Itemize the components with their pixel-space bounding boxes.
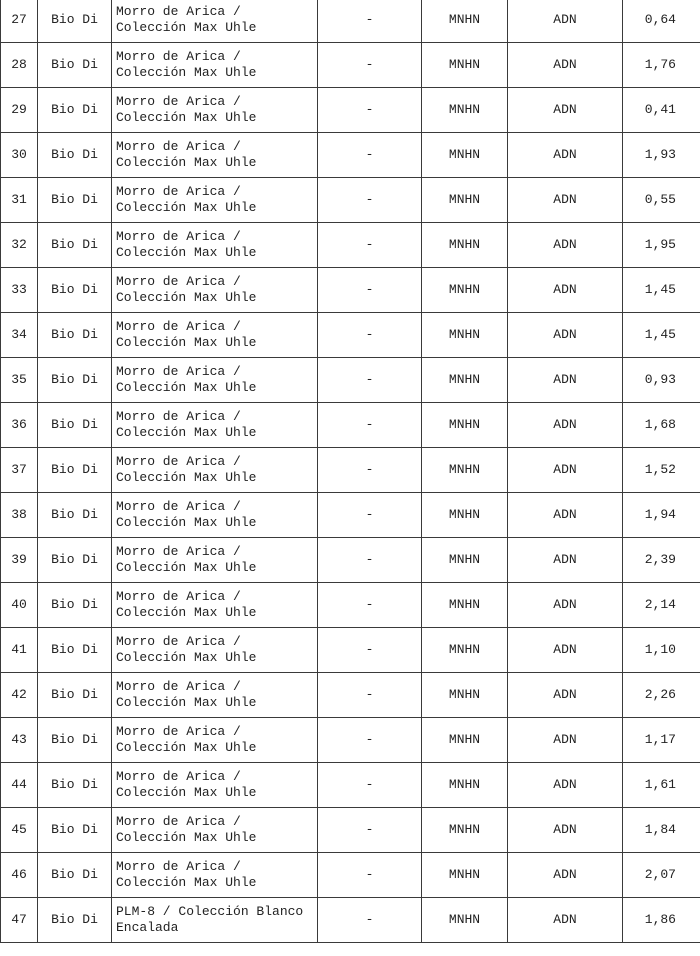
- table-row: [1, 808, 700, 853]
- institution-cell: MNHN: [422, 808, 508, 853]
- sample-name-cell: Bio Di: [38, 88, 112, 133]
- table-row: [1, 493, 700, 538]
- row-number-cell: 46: [1, 853, 38, 898]
- sample-name-cell: Bio Di: [38, 898, 112, 943]
- site-line-1: Morro de Arica /: [116, 229, 241, 244]
- analysis-type-cell: ADN: [508, 268, 623, 313]
- sample-name-cell: Bio Di: [38, 493, 112, 538]
- row-number-cell: 32: [1, 223, 38, 268]
- site-collection-cell: [112, 313, 318, 358]
- value-cell: 1,94: [623, 493, 700, 538]
- institution-cell: MNHN: [422, 763, 508, 808]
- site-collection-cell: [112, 673, 318, 718]
- row-number-cell: 30: [1, 133, 38, 178]
- site-collection-cell: [112, 178, 318, 223]
- institution-cell: MNHN: [422, 268, 508, 313]
- institution-cell: MNHN: [422, 898, 508, 943]
- institution-cell: MNHN: [422, 853, 508, 898]
- site-line-2: Colección Max Uhle: [116, 290, 257, 305]
- analysis-type-cell: ADN: [508, 133, 623, 178]
- site-line-1: Morro de Arica /: [116, 634, 241, 649]
- site-line-1: Morro de Arica /: [116, 589, 241, 604]
- dash-cell: -: [318, 0, 422, 43]
- institution-cell: MNHN: [422, 583, 508, 628]
- row-number-cell: 45: [1, 808, 38, 853]
- dash-cell: -: [318, 178, 422, 223]
- analysis-type-cell: ADN: [508, 403, 623, 448]
- sample-name-cell: Bio Di: [38, 43, 112, 88]
- institution-cell: MNHN: [422, 313, 508, 358]
- table-row: [1, 0, 700, 43]
- row-number-cell: 40: [1, 583, 38, 628]
- sample-name-cell: Bio Di: [38, 223, 112, 268]
- analysis-type-cell: ADN: [508, 628, 623, 673]
- institution-cell: MNHN: [422, 628, 508, 673]
- sample-name-cell: Bio Di: [38, 178, 112, 223]
- sample-name-cell: Bio Di: [38, 673, 112, 718]
- site-line-2: Colección Max Uhle: [116, 785, 257, 800]
- dash-cell: -: [318, 763, 422, 808]
- row-number-cell: 29: [1, 88, 38, 133]
- row-number-cell: 28: [1, 43, 38, 88]
- dash-cell: -: [318, 133, 422, 178]
- value-cell: 1,17: [623, 718, 700, 763]
- dash-cell: -: [318, 268, 422, 313]
- table-row: [1, 853, 700, 898]
- site-line-1: Morro de Arica /: [116, 49, 241, 64]
- value-cell: 1,76: [623, 43, 700, 88]
- site-line-1: Morro de Arica /: [116, 139, 241, 154]
- analysis-type-cell: ADN: [508, 583, 623, 628]
- value-cell: 2,26: [623, 673, 700, 718]
- site-line-2: Colección Max Uhle: [116, 335, 257, 350]
- site-line-2: Colección Max Uhle: [116, 650, 257, 665]
- table-row: [1, 223, 700, 268]
- row-number-cell: 47: [1, 898, 38, 943]
- site-line-2: Colección Max Uhle: [116, 110, 257, 125]
- sample-name-cell: Bio Di: [38, 538, 112, 583]
- institution-cell: MNHN: [422, 133, 508, 178]
- site-line-1: Morro de Arica /: [116, 814, 241, 829]
- site-collection-cell: [112, 448, 318, 493]
- analysis-type-cell: ADN: [508, 358, 623, 403]
- sample-name-cell: Bio Di: [38, 718, 112, 763]
- site-line-1: Morro de Arica /: [116, 769, 241, 784]
- analysis-type-cell: ADN: [508, 853, 623, 898]
- value-cell: 0,41: [623, 88, 700, 133]
- value-cell: 2,39: [623, 538, 700, 583]
- table-body: [1, 0, 700, 943]
- table-row: [1, 538, 700, 583]
- sample-name-cell: Bio Di: [38, 448, 112, 493]
- value-cell: 2,14: [623, 583, 700, 628]
- site-collection-cell: [112, 808, 318, 853]
- analysis-type-cell: ADN: [508, 538, 623, 583]
- site-collection-cell: [112, 133, 318, 178]
- sample-name-cell: Bio Di: [38, 268, 112, 313]
- dash-cell: -: [318, 853, 422, 898]
- site-line-1: Morro de Arica /: [116, 544, 241, 559]
- sample-name-cell: Bio Di: [38, 763, 112, 808]
- site-collection-cell: [112, 718, 318, 763]
- institution-cell: MNHN: [422, 538, 508, 583]
- value-cell: 2,07: [623, 853, 700, 898]
- table-row: [1, 583, 700, 628]
- sample-name-cell: Bio Di: [38, 808, 112, 853]
- sample-name-cell: Bio Di: [38, 313, 112, 358]
- site-line-2: Colección Max Uhle: [116, 695, 257, 710]
- value-cell: 1,84: [623, 808, 700, 853]
- analysis-type-cell: ADN: [508, 88, 623, 133]
- table-row: [1, 763, 700, 808]
- site-line-2: Encalada: [116, 920, 179, 935]
- table-row: [1, 628, 700, 673]
- site-line-2: Colección Max Uhle: [116, 200, 257, 215]
- sample-name-cell: Bio Di: [38, 628, 112, 673]
- sample-name-cell: Bio Di: [38, 133, 112, 178]
- site-line-2: Colección Max Uhle: [116, 155, 257, 170]
- sample-name-cell: Bio Di: [38, 583, 112, 628]
- site-line-2: Colección Max Uhle: [116, 425, 257, 440]
- site-collection-cell: [112, 0, 318, 43]
- value-cell: 1,45: [623, 268, 700, 313]
- table-row: [1, 898, 700, 943]
- site-collection-cell: [112, 358, 318, 403]
- table-row: [1, 403, 700, 448]
- site-line-2: Colección Max Uhle: [116, 740, 257, 755]
- site-line-1: Morro de Arica /: [116, 499, 241, 514]
- site-line-2: Colección Max Uhle: [116, 470, 257, 485]
- row-number-cell: 41: [1, 628, 38, 673]
- row-number-cell: 42: [1, 673, 38, 718]
- site-line-1: Morro de Arica /: [116, 364, 241, 379]
- site-collection-cell: [112, 898, 318, 943]
- institution-cell: MNHN: [422, 673, 508, 718]
- analysis-type-cell: ADN: [508, 313, 623, 358]
- dash-cell: -: [318, 628, 422, 673]
- site-line-2: Colección Max Uhle: [116, 830, 257, 845]
- value-cell: 1,10: [623, 628, 700, 673]
- site-line-1: Morro de Arica /: [116, 859, 241, 874]
- site-collection-cell: [112, 88, 318, 133]
- institution-cell: MNHN: [422, 358, 508, 403]
- dash-cell: -: [318, 448, 422, 493]
- institution-cell: MNHN: [422, 88, 508, 133]
- site-collection-cell: [112, 43, 318, 88]
- site-line-1: Morro de Arica /: [116, 274, 241, 289]
- table-row: [1, 88, 700, 133]
- table-row: [1, 448, 700, 493]
- analysis-type-cell: ADN: [508, 0, 623, 43]
- site-collection-cell: [112, 628, 318, 673]
- value-cell: 0,55: [623, 178, 700, 223]
- dash-cell: -: [318, 223, 422, 268]
- table-row: [1, 673, 700, 718]
- value-cell: 1,95: [623, 223, 700, 268]
- table-row: [1, 718, 700, 763]
- site-collection-cell: [112, 583, 318, 628]
- value-cell: 0,93: [623, 358, 700, 403]
- table-row: [1, 313, 700, 358]
- row-number-cell: 43: [1, 718, 38, 763]
- sample-name-cell: Bio Di: [38, 0, 112, 43]
- analysis-type-cell: ADN: [508, 178, 623, 223]
- institution-cell: MNHN: [422, 43, 508, 88]
- table-row: [1, 358, 700, 403]
- row-number-cell: 37: [1, 448, 38, 493]
- analysis-type-cell: ADN: [508, 448, 623, 493]
- sample-name-cell: Bio Di: [38, 403, 112, 448]
- site-line-1: Morro de Arica /: [116, 94, 241, 109]
- site-line-2: Colección Max Uhle: [116, 560, 257, 575]
- institution-cell: MNHN: [422, 448, 508, 493]
- analysis-type-cell: ADN: [508, 223, 623, 268]
- site-line-2: Colección Max Uhle: [116, 605, 257, 620]
- analysis-type-cell: ADN: [508, 763, 623, 808]
- table-row: [1, 268, 700, 313]
- row-number-cell: 35: [1, 358, 38, 403]
- site-collection-cell: [112, 538, 318, 583]
- institution-cell: MNHN: [422, 403, 508, 448]
- site-line-1: PLM-8 / Colección Blanco: [116, 904, 304, 919]
- dash-cell: -: [318, 313, 422, 358]
- value-cell: 1,45: [623, 313, 700, 358]
- value-cell: 0,64: [623, 0, 700, 43]
- analysis-type-cell: ADN: [508, 43, 623, 88]
- site-collection-cell: [112, 493, 318, 538]
- analysis-type-cell: ADN: [508, 808, 623, 853]
- row-number-cell: 38: [1, 493, 38, 538]
- institution-cell: MNHN: [422, 493, 508, 538]
- site-line-1: Morro de Arica /: [116, 319, 241, 334]
- site-line-2: Colección Max Uhle: [116, 380, 257, 395]
- site-line-2: Colección Max Uhle: [116, 20, 257, 35]
- row-number-cell: 36: [1, 403, 38, 448]
- sample-name-cell: Bio Di: [38, 358, 112, 403]
- dash-cell: -: [318, 673, 422, 718]
- row-number-cell: 33: [1, 268, 38, 313]
- row-number-cell: 31: [1, 178, 38, 223]
- dash-cell: -: [318, 898, 422, 943]
- site-line-2: Colección Max Uhle: [116, 65, 257, 80]
- site-line-1: Morro de Arica /: [116, 409, 241, 424]
- table-row: [1, 133, 700, 178]
- site-collection-cell: [112, 763, 318, 808]
- dash-cell: -: [318, 808, 422, 853]
- site-line-1: Morro de Arica /: [116, 454, 241, 469]
- institution-cell: MNHN: [422, 178, 508, 223]
- dash-cell: -: [318, 718, 422, 763]
- site-line-1: Morro de Arica /: [116, 724, 241, 739]
- value-cell: 1,68: [623, 403, 700, 448]
- analysis-type-cell: ADN: [508, 898, 623, 943]
- dash-cell: -: [318, 538, 422, 583]
- site-line-2: Colección Max Uhle: [116, 245, 257, 260]
- dash-cell: -: [318, 43, 422, 88]
- table-row: [1, 43, 700, 88]
- table-row: [1, 178, 700, 223]
- site-line-1: Morro de Arica /: [116, 184, 241, 199]
- row-number-cell: 44: [1, 763, 38, 808]
- sample-name-cell: Bio Di: [38, 853, 112, 898]
- row-number-cell: 27: [1, 0, 38, 43]
- institution-cell: MNHN: [422, 718, 508, 763]
- analysis-type-cell: ADN: [508, 673, 623, 718]
- site-line-1: Morro de Arica /: [116, 679, 241, 694]
- dash-cell: -: [318, 403, 422, 448]
- row-number-cell: 39: [1, 538, 38, 583]
- analysis-type-cell: ADN: [508, 718, 623, 763]
- row-number-cell: 34: [1, 313, 38, 358]
- dash-cell: -: [318, 88, 422, 133]
- site-line-2: Colección Max Uhle: [116, 515, 257, 530]
- site-collection-cell: [112, 223, 318, 268]
- value-cell: 1,93: [623, 133, 700, 178]
- site-collection-cell: [112, 268, 318, 313]
- analysis-type-cell: ADN: [508, 493, 623, 538]
- value-cell: 1,86: [623, 898, 700, 943]
- site-collection-cell: [112, 403, 318, 448]
- value-cell: 1,61: [623, 763, 700, 808]
- institution-cell: MNHN: [422, 223, 508, 268]
- dash-cell: -: [318, 358, 422, 403]
- institution-cell: MNHN: [422, 0, 508, 43]
- dash-cell: -: [318, 583, 422, 628]
- site-collection-cell: [112, 853, 318, 898]
- value-cell: 1,52: [623, 448, 700, 493]
- site-line-1: Morro de Arica /: [116, 4, 241, 19]
- site-line-2: Colección Max Uhle: [116, 875, 257, 890]
- dash-cell: -: [318, 493, 422, 538]
